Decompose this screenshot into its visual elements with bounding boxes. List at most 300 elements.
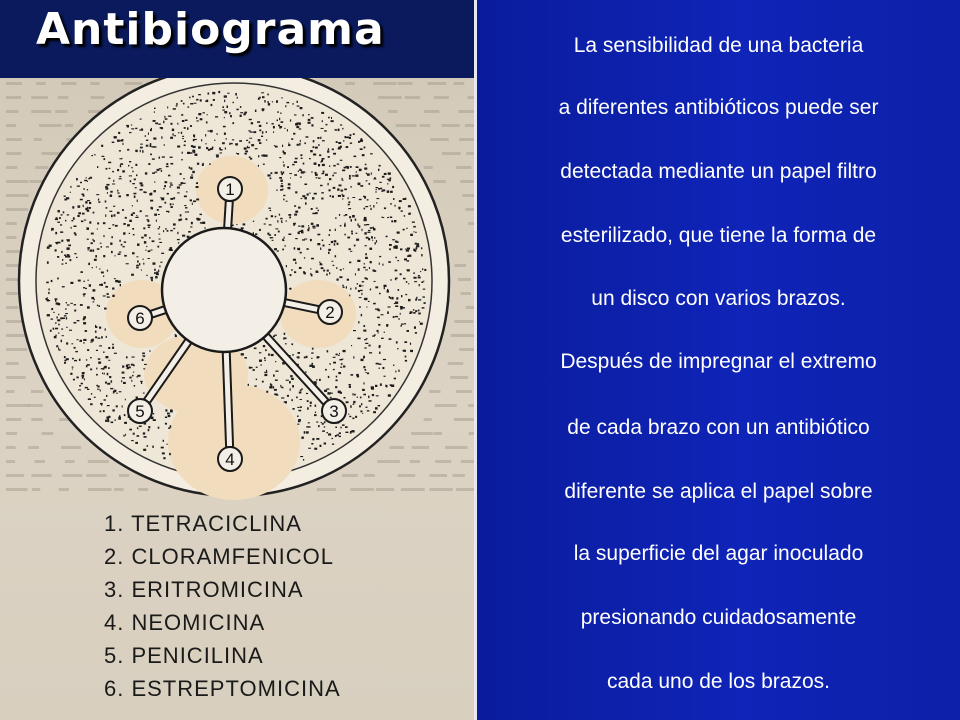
speckle (161, 128, 163, 129)
speckle (65, 220, 66, 222)
speckle (97, 166, 98, 168)
speckle (373, 270, 375, 272)
speckle (382, 367, 384, 369)
speckle (196, 199, 199, 201)
speckle (318, 210, 320, 212)
speckle (366, 407, 368, 408)
speckle (53, 312, 55, 313)
speckle (312, 366, 315, 368)
speckle (169, 453, 171, 455)
speckle (295, 262, 296, 264)
texture-stroke (466, 306, 474, 309)
speckle (229, 112, 230, 114)
speckle (132, 252, 135, 254)
speckle (339, 432, 341, 434)
speckle (118, 132, 120, 134)
speckle (82, 194, 84, 196)
speckle (386, 325, 388, 327)
speckle (261, 92, 264, 93)
speckle (308, 119, 311, 121)
speckle (357, 397, 358, 398)
speckle (132, 375, 134, 377)
speckle (91, 297, 94, 299)
speckle (324, 426, 326, 427)
speckle (384, 287, 385, 289)
speckle (383, 359, 386, 360)
speckle (365, 164, 367, 166)
speckle (301, 198, 303, 199)
speckle (211, 104, 213, 106)
speckle (120, 140, 123, 142)
speckle (93, 212, 95, 214)
speckle (227, 106, 229, 109)
speckle (356, 171, 357, 172)
speckle (244, 112, 247, 114)
speckle (324, 443, 327, 445)
speckle (243, 113, 245, 115)
speckle (127, 149, 129, 151)
speckle (224, 133, 226, 135)
speckle (301, 225, 304, 227)
speckle (74, 226, 77, 228)
speckle (106, 336, 107, 338)
speckle (420, 271, 421, 272)
speckle (111, 422, 114, 424)
speckle (325, 174, 328, 176)
speckle (62, 259, 63, 261)
speckle (363, 196, 366, 197)
speckle (144, 436, 147, 438)
speckle (98, 201, 100, 203)
texture-stroke (88, 460, 109, 463)
speckle (142, 259, 144, 260)
speckle (106, 188, 109, 190)
speckle (315, 174, 318, 176)
speckle (146, 145, 149, 147)
speckle (65, 263, 67, 264)
speckle (88, 207, 91, 209)
speckle (363, 325, 365, 327)
speckle (283, 151, 285, 153)
speckle (159, 157, 160, 159)
speckle (230, 115, 232, 117)
speckle (92, 267, 93, 268)
speckle (398, 318, 400, 319)
speckle (55, 232, 57, 234)
speckle (304, 184, 307, 186)
speckle (380, 383, 382, 386)
speckle (280, 218, 282, 220)
speckle (146, 246, 147, 247)
speckle (262, 96, 265, 98)
speckle (322, 430, 325, 432)
speckle (266, 218, 268, 220)
speckle (334, 240, 337, 242)
speckle (105, 186, 108, 188)
speckle (72, 206, 74, 208)
speckle (391, 279, 392, 281)
speckle (367, 232, 370, 233)
texture-stroke (466, 152, 474, 155)
speckle (417, 243, 420, 245)
speckle (82, 213, 85, 215)
speckle (290, 119, 291, 121)
texture-stroke (430, 474, 447, 477)
speckle (297, 356, 299, 358)
speckle (96, 374, 98, 376)
speckle (80, 199, 83, 201)
speckle (290, 388, 291, 391)
speckle (154, 181, 155, 182)
speckle (396, 341, 398, 343)
speckle (361, 359, 364, 361)
speckle (259, 360, 262, 362)
speckle (112, 344, 114, 346)
texture-stroke (398, 474, 416, 477)
legend-item-2: 2. CLORAMFENICOL (104, 544, 334, 569)
speckle (124, 422, 127, 424)
speckle (83, 281, 85, 282)
texture-stroke (424, 418, 432, 421)
speckle (348, 208, 351, 209)
speckle (311, 258, 314, 260)
speckle (114, 420, 116, 421)
texture-stroke (6, 222, 17, 225)
speckle (58, 210, 60, 212)
speckle (313, 227, 316, 228)
speckle (117, 190, 118, 192)
speckle (387, 183, 388, 184)
speckle (360, 148, 363, 150)
speckle (343, 287, 345, 288)
speckle (129, 367, 131, 369)
speckle (421, 281, 423, 283)
speckle (379, 263, 380, 265)
speckle (135, 187, 137, 188)
speckle (286, 265, 287, 267)
speckle (311, 208, 313, 210)
speckle (71, 227, 72, 229)
description-line-8: diferente se aplica el papel sobre (564, 480, 873, 503)
speckle (336, 141, 338, 143)
speckle (126, 365, 128, 368)
speckle (203, 112, 205, 113)
speckle (373, 227, 374, 229)
speckle (410, 234, 413, 236)
speckle (270, 383, 272, 385)
speckle (328, 433, 331, 435)
speckle (399, 200, 402, 202)
speckle (134, 179, 136, 181)
speckle (108, 347, 110, 349)
speckle (102, 373, 103, 375)
speckle (317, 357, 319, 358)
speckle (277, 111, 278, 113)
speckle (97, 248, 100, 250)
speckle (213, 99, 215, 101)
speckle (182, 120, 185, 122)
speckle (87, 349, 89, 351)
speckle (131, 125, 132, 126)
texture-stroke (34, 138, 42, 141)
speckle (192, 171, 195, 173)
legend-item-5: 5. PENICILINA (104, 643, 264, 668)
speckle (85, 201, 87, 204)
speckle (247, 146, 248, 148)
speckle (72, 367, 74, 368)
speckle (286, 201, 288, 202)
texture-stroke (430, 488, 453, 491)
texture-stroke (6, 488, 28, 491)
speckle (422, 307, 425, 308)
speckle (328, 376, 330, 378)
speckle (196, 117, 197, 119)
disc-label-3: 3 (329, 402, 339, 421)
speckle (83, 195, 85, 197)
speckle (152, 240, 155, 242)
speckle (351, 345, 352, 346)
speckle (83, 339, 86, 341)
speckle (281, 220, 282, 222)
speckle (268, 208, 271, 209)
speckle (292, 385, 294, 387)
speckle (304, 142, 306, 144)
speckle (66, 197, 69, 199)
speckle (281, 185, 284, 187)
speckle (384, 376, 386, 377)
speckle (71, 343, 73, 344)
speckle (67, 247, 70, 250)
speckle (375, 309, 377, 310)
speckle (324, 390, 327, 392)
speckle (333, 265, 335, 266)
texture-stroke (91, 96, 105, 99)
legend-item-4: 4. NEOMICINA (104, 610, 266, 635)
speckle (220, 152, 222, 153)
speckle (129, 233, 130, 234)
speckle (285, 245, 286, 247)
speckle (310, 150, 313, 152)
speckle (421, 254, 422, 256)
speckle (218, 91, 220, 93)
speckle (273, 126, 275, 128)
speckle (293, 408, 295, 410)
speckle (355, 175, 358, 177)
speckle (257, 121, 260, 123)
texture-stroke (35, 460, 45, 463)
speckle (416, 247, 418, 249)
speckle (91, 393, 92, 395)
speckle (187, 127, 189, 129)
speckle (348, 197, 349, 199)
speckle (98, 358, 101, 360)
speckle (274, 248, 277, 250)
speckle (342, 285, 344, 287)
speckle (87, 280, 89, 281)
speckle (122, 377, 125, 378)
speckle (243, 223, 246, 225)
speckle (372, 394, 374, 396)
speckle (163, 188, 165, 189)
speckle (141, 184, 144, 186)
speckle (108, 178, 110, 179)
speckle (321, 128, 324, 129)
speckle (266, 370, 267, 372)
texture-stroke (373, 82, 396, 85)
speckle (364, 232, 366, 234)
speckle (151, 280, 153, 282)
speckle (311, 172, 313, 173)
speckle (163, 121, 164, 124)
texture-stroke (453, 474, 465, 477)
speckle (333, 362, 336, 364)
speckle (181, 182, 184, 184)
speckle (111, 251, 113, 253)
speckle (356, 166, 359, 168)
speckle (246, 140, 248, 141)
speckle (288, 183, 291, 185)
speckle (180, 214, 182, 216)
speckle (285, 105, 286, 107)
speckle (94, 397, 96, 398)
speckle (315, 412, 316, 413)
speckle (79, 385, 81, 386)
speckle (424, 302, 426, 304)
speckle (298, 410, 301, 412)
speckle (376, 240, 377, 242)
speckle (272, 101, 273, 102)
slide-title: Antibiograma (36, 4, 385, 55)
speckle (282, 249, 284, 251)
speckle (79, 359, 81, 361)
speckle (267, 101, 268, 103)
speckle (344, 215, 345, 216)
texture-stroke (459, 138, 474, 141)
speckle (267, 174, 270, 176)
speckle (99, 268, 100, 269)
speckle (381, 314, 384, 315)
speckle (64, 255, 66, 256)
texture-stroke (454, 82, 465, 85)
speckle (70, 282, 73, 284)
speckle (104, 308, 107, 310)
speckle (184, 205, 186, 206)
speckle (401, 210, 403, 211)
speckle (141, 270, 142, 271)
speckle (308, 422, 310, 423)
speckle (333, 153, 336, 155)
speckle (86, 227, 89, 230)
speckle (123, 382, 126, 384)
speckle (333, 187, 336, 189)
speckle (304, 257, 305, 258)
texture-stroke (125, 82, 142, 85)
texture-stroke (138, 488, 148, 491)
speckle (311, 124, 313, 126)
speckle (311, 223, 314, 225)
speckle (159, 206, 162, 208)
speckle (148, 258, 150, 259)
speckle (127, 225, 128, 226)
texture-stroke (456, 488, 474, 491)
texture-stroke (456, 166, 471, 169)
speckle (351, 186, 352, 188)
speckle (119, 176, 121, 177)
speckle (374, 177, 376, 179)
speckle (74, 347, 76, 349)
speckle (314, 448, 317, 450)
speckle (107, 296, 110, 297)
speckle (366, 173, 367, 175)
speckle (158, 228, 160, 229)
speckle (200, 222, 203, 224)
speckle (287, 187, 290, 189)
texture-stroke (31, 474, 51, 477)
speckle (80, 271, 83, 273)
description-panel (474, 0, 960, 720)
speckle (413, 226, 416, 228)
speckle (351, 231, 353, 233)
speckle (84, 220, 86, 221)
speckle (379, 364, 382, 365)
texture-stroke (405, 96, 420, 99)
speckle (405, 198, 406, 200)
texture-stroke (6, 82, 22, 85)
speckle (345, 426, 348, 428)
speckle (226, 138, 227, 140)
speckle (264, 223, 266, 224)
speckle (99, 327, 101, 329)
speckle (289, 173, 291, 174)
speckle (78, 389, 81, 390)
speckle (262, 381, 264, 383)
speckle (367, 373, 369, 375)
speckle (193, 201, 196, 203)
speckle (307, 193, 309, 195)
speckle (267, 94, 268, 96)
speckle (306, 136, 309, 137)
speckle (347, 279, 349, 281)
speckle (388, 179, 391, 181)
description-line-1: La sensibilidad de una bacteria (573, 34, 864, 57)
speckle (346, 286, 347, 288)
speckle (353, 356, 354, 358)
texture-stroke (58, 96, 68, 99)
speckle (366, 224, 369, 225)
speckle (303, 163, 305, 165)
speckle (58, 333, 59, 334)
speckle (395, 205, 396, 207)
speckle (169, 186, 171, 187)
speckle (123, 232, 125, 234)
speckle (329, 272, 330, 274)
speckle (266, 122, 267, 124)
speckle (344, 397, 346, 399)
speckle (202, 222, 205, 224)
speckle (398, 289, 400, 291)
speckle (64, 362, 66, 363)
speckle (245, 151, 248, 153)
speckle (83, 287, 85, 288)
speckle (323, 171, 325, 173)
speckle (393, 316, 395, 318)
speckle (259, 352, 261, 353)
speckle (235, 143, 238, 145)
speckle (404, 323, 406, 324)
speckle (130, 180, 132, 182)
speckle (379, 346, 380, 348)
speckle (126, 194, 129, 196)
